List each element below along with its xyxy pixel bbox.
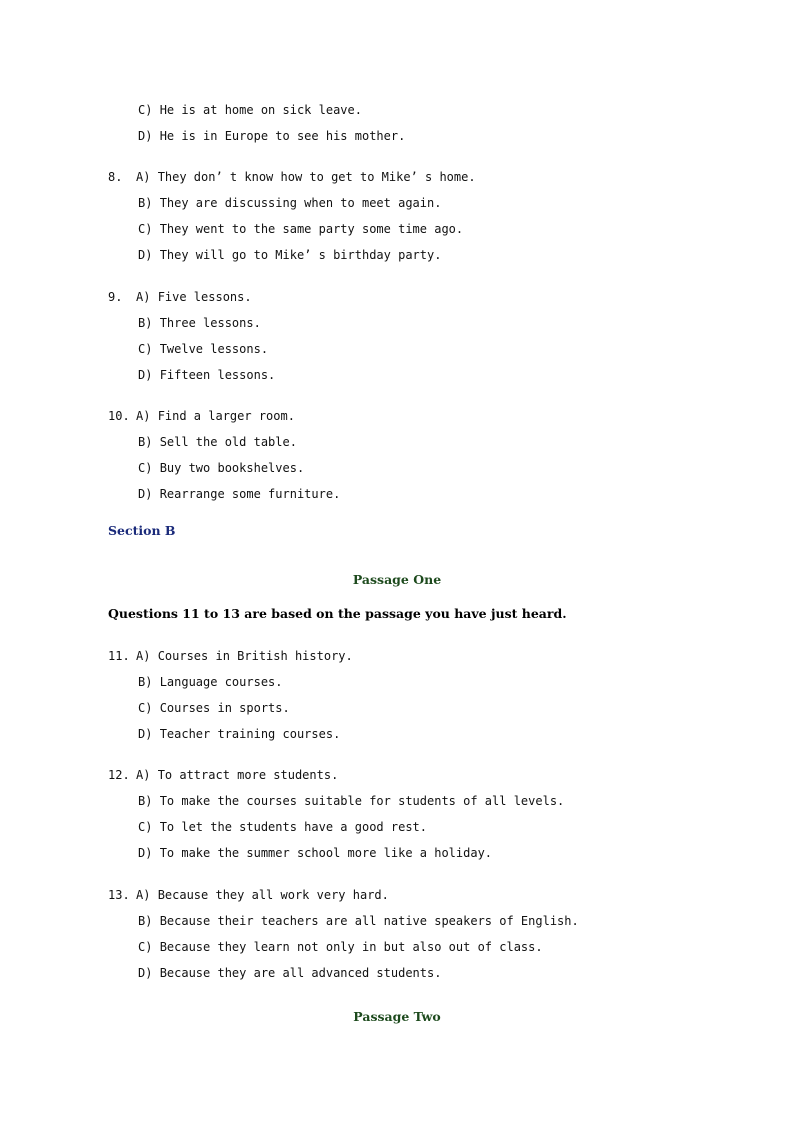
q10-option-c: C) Buy two bookshelves.	[138, 461, 305, 475]
question-number: 9.	[108, 290, 123, 304]
section-heading: Section B	[108, 523, 176, 538]
question-number: 10.	[108, 409, 130, 423]
q9-option-b: B) Three lessons.	[138, 316, 261, 330]
passage-two-title: Passage Two	[353, 1009, 441, 1024]
question-number: 13.	[108, 888, 130, 902]
q9-option-c: C) Twelve lessons.	[138, 342, 269, 356]
q10-option-d: D) Rearrange some furniture.	[138, 487, 341, 501]
q12-option-b: B) To make the courses suitable for students of all levels.	[138, 794, 565, 808]
q9-option-a: 9. A) Five lessons.	[108, 290, 252, 304]
q13-option-c: C) Because they learn not only in but also out of class.	[138, 940, 543, 954]
question-number: 12.	[108, 768, 130, 782]
question-number: 11.	[108, 649, 130, 663]
q7-option-c: C) He is at home on sick leave.	[138, 103, 362, 117]
q9-option-d: D) Fifteen lessons.	[138, 368, 276, 382]
q10-option-b: B) Sell the old table.	[138, 435, 297, 449]
q11-option-d: D) Teacher training courses.	[138, 727, 341, 741]
q8-option-a: 8. A) They don’ t know how to get to Mike’ s home.	[108, 170, 476, 184]
q12-option-c: C) To let the students have a good rest.	[138, 820, 427, 834]
q11-option-a: 11. A) Courses in British history.	[108, 649, 353, 663]
q8-option-c: C) They went to the same party some time ago.	[138, 222, 464, 236]
q13-option-a: 13. A) Because they all work very hard.	[108, 888, 389, 902]
q12-option-a: 12. A) To attract more students.	[108, 768, 339, 782]
q12-option-d: D) To make the summer school more like a holiday.	[138, 846, 493, 860]
q10-option-a: 10. A) Find a larger room.	[108, 409, 295, 423]
q11-option-c: C) Courses in sports.	[138, 701, 290, 715]
question-number: 8.	[108, 170, 123, 184]
q8-option-b: B) They are discussing when to meet again.	[138, 196, 442, 210]
q11-option-b: B) Language courses.	[138, 675, 283, 689]
q8-option-d: D) They will go to Mike’ s birthday party.	[138, 248, 442, 262]
passage-one-instruction: Questions 11 to 13 are based on the passage you have just heard.	[108, 606, 567, 621]
passage-one-title: Passage One	[352, 572, 442, 587]
q7-option-d: D) He is in Europe to see his mother.	[138, 129, 406, 143]
q13-option-b: B) Because their teachers are all native speakers of English.	[138, 914, 579, 928]
q13-option-d: D) Because they are all advanced students.	[138, 966, 442, 980]
